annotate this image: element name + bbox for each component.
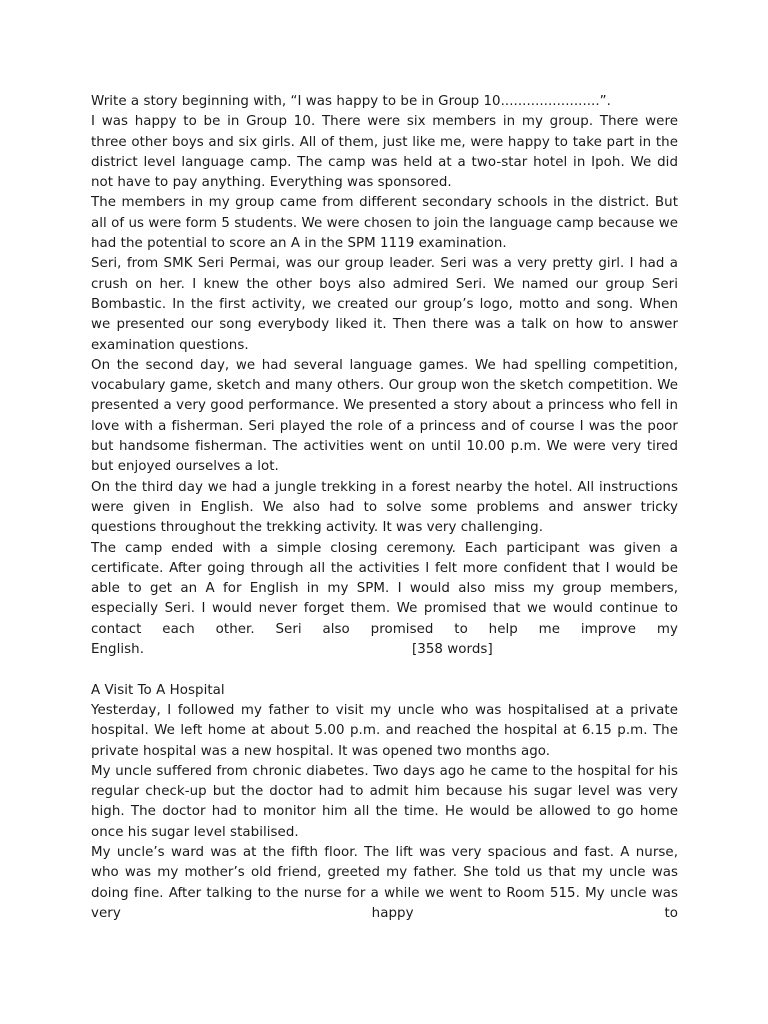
spacer — [91, 660, 678, 680]
essay-paragraph: On the second day, we had several language games. We had spelling competition, vocabulary game, sketch and many others. Our group won the sketch competition. We presented a very good performance. We presented a story about a princess who fell in love with a fisherman. Seri played the role of a princess and of course I was the poor but handsome fisherman. The activities went on until 10.00 p.m. We were very tired but enjoyed ourselves a lot. — [91, 357, 678, 475]
closing-line — [91, 640, 678, 660]
essay-paragraph: Yesterday, I followed my father to visit my uncle who was hospitalised at a private hospital. We left home at about 5.00 p.m. and reached the hospital at 6.15 p.m. The private hospital was a new hospital. It was opened two months ago. — [91, 702, 678, 759]
essay-title: A Visit To A Hospital — [91, 682, 225, 698]
essay-paragraph: Seri, from SMK Seri Permai, was our group leader. Seri was a very pretty girl. I had a crush on her. I knew the other boys also admired Seri. We named our group Seri Bombastic. In the first activity, we created our group’s logo, motto and song. When we presented our song everybody liked it. Then there was a talk on how to answer examination questions. — [91, 256, 678, 353]
essay-prompt: Write a story beginning with, “I was happy to be in Group 10.......................”. — [91, 94, 611, 109]
essay-paragraph: I was happy to be in Group 10. There were six members in my group. There were three other boys and six girls. All of them, just like me, were happy to take part in the district level language camp. The camp was held at a two-star hotel in Ipoh. We did not have to pay anything. Everything was sponsored. — [91, 114, 678, 191]
essay-paragraph: My uncle suffered from chronic diabetes. Two days ago he came to the hospital for his regular check-up but the doctor had to admit him because his sugar level was very high. The doctor had to monitor him all the time. He would be allowed to go home once his sugar level stabilised. — [91, 763, 678, 840]
document-page — [91, 92, 678, 924]
word-count: [358 words] — [412, 642, 493, 658]
closing-paragraph: The camp ended with a simple closing ceremony. Each participant was given a certificate. After going through all the activities I felt more confident that I would be able to get an A for English in my SPM. I would also miss my group members, especially Seri. I would never forget them. We promised that we would continue to contact each other. Seri also promised to help me improve my — [91, 540, 678, 637]
essay-paragraph: On the third day we had a jungle trekking in a forest nearby the hotel. All instructions were given in English. We also had to solve some problems and answer tricky questions throughout the trekking activity. It was very challenging. — [91, 479, 678, 536]
closing-last-word: English. — [91, 642, 145, 658]
essay-paragraph: The members in my group came from different secondary schools in the district. But all of us were form 5 students. We were chosen to join the language camp because we had the potential to score an A in the SPM 1119 examination. — [91, 195, 678, 252]
essay-paragraph: My uncle’s ward was at the fifth floor. The lift was very spacious and fast. A nurse, who was my mother’s old friend, greeted my father. She told us that my uncle was doing fine. After talking to the nurse for a while we went to Room 515. My uncle was very happy to — [91, 844, 678, 921]
